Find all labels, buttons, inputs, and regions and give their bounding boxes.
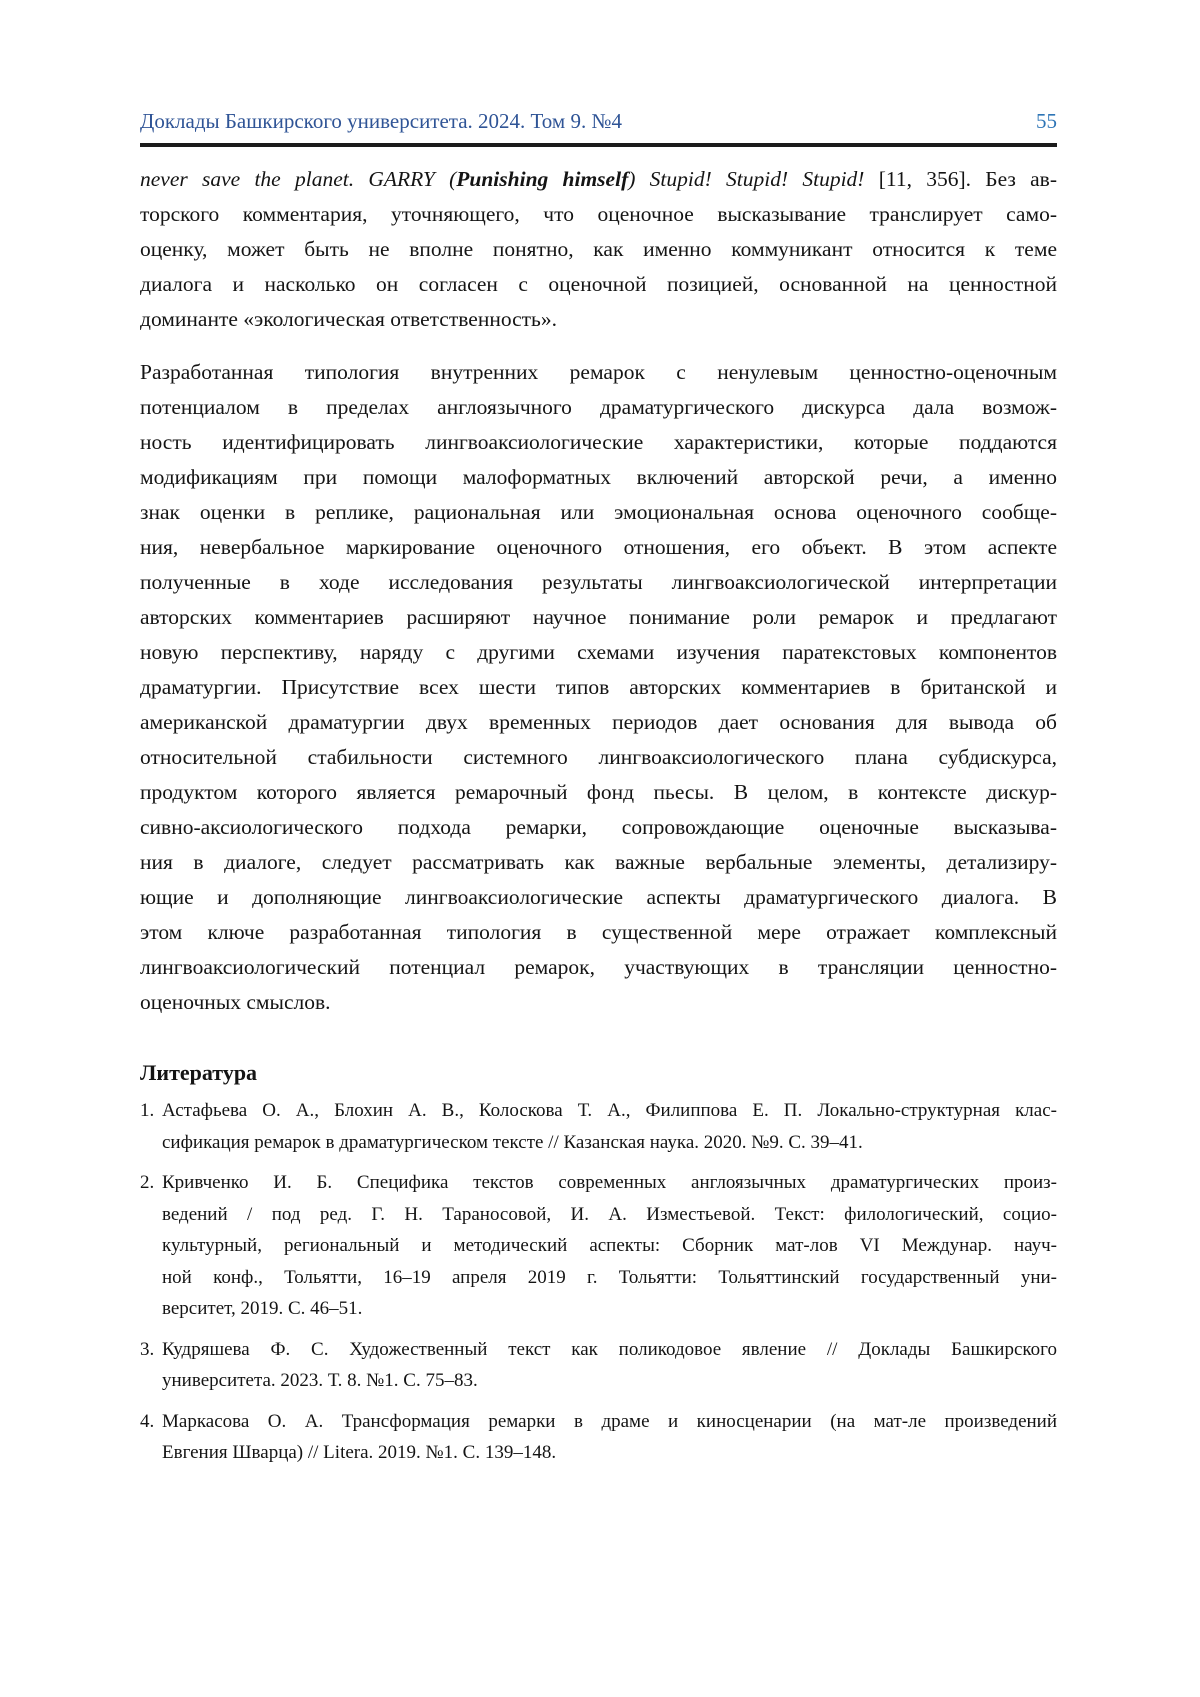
text-line: новую перспективу, наряду с другими схемами изучения паратекстовых компонентов [140,640,1057,664]
text-line: университета. 2023. Т. 8. №1. С. 75–83. [162,1370,478,1391]
text-line: торского комментария, уточняющего, что оценочное высказывание транслирует само- [140,202,1057,226]
text-line: этом ключе разработанная типология в существенной мере отражает комплексный [140,920,1057,944]
reference-text [162,1406,1057,1469]
page-header [140,108,1057,147]
text-line: знак оценки в реплике, рациональная или эмоциональная основа оценочного сообще- [140,500,1057,524]
text-line: полученные в ходе исследования результаты лингвоаксиологической интерпретации [140,570,1057,594]
text-segment: [11, 356]. Без ав- [864,167,1057,191]
paragraph-typology-conclusion [140,355,1057,1020]
text-line: Кудряшева Ф. С. Художественный текст как поликодовое явление // Доклады Башкирского [162,1338,1057,1360]
text-line: американской драматургии двух временных периодов дает основания для вывода об [140,710,1057,734]
reference-text [162,1334,1057,1397]
paragraph-example-conclusion [140,162,1057,337]
reference-text [162,1095,1057,1158]
text-line: верситет, 2019. С. 46–51. [162,1298,363,1319]
reference-number: 4. [140,1410,155,1432]
text-line: культурный, региональный и методический аспекты: Сборник мат-лов VI Междунар. науч- [162,1235,1057,1256]
text-line: ния, невербальное маркирование оценочного отношения, его объект. В этом аспекте [140,535,1057,559]
text-line: Разработанная типология внутренних ремарок с ненулевым ценностно-оценочным [140,360,1057,384]
text-line: ния в диалоге, следует рассматривать как важные вербальные элементы, детализиру- [140,850,1057,874]
text-line: оценочных смыслов. [140,990,331,1014]
text-line: потенциалом в пределах англоязычного драматургического дискурса дала возмож- [140,395,1057,419]
text-line: Кривченко И. Б. Специфика текстов современных англоязычных драматургических произ- [162,1172,1057,1193]
text-line: Астафьева О. А., Блохин А. В., Колоскова Т. А., Филиппова Е. П. Локально-структурная клас- [162,1100,1057,1121]
text-line: ность идентифицировать лингвоаксиологические характеристики, которые поддаются [140,430,1057,454]
text-line: ющие и дополняющие лингвоаксиологические аспекты драматургического диалога. В [140,885,1057,909]
text-line: относительной стабильности системного лингвоаксиологического плана субдискурса, [140,745,1057,769]
text-line: ведений / под ред. Г. Н. Тараносовой, И. А. Изместьевой. Текст: филологический, социо- [162,1203,1057,1225]
reference-number: 1. [140,1100,155,1121]
literature-list [140,1095,1057,1469]
text-line: доминанте «экологическая ответственность». [140,307,557,331]
text-line: авторских комментариев расширяют научное понимание роли ремарок и предлагают [140,605,1057,629]
text-line: Маркасова О. А. Трансформация ремарки в драме и киносценарии (на мат-ле произведений [162,1410,1057,1432]
text-segment: Punishing himself [456,167,629,191]
reference-number: 3. [140,1338,155,1360]
text-line: сивно-аксиологического подхода ремарки, сопровождающие оценочные высказыва- [140,815,1057,839]
text-segment: never save the planet. GARRY ( [140,167,457,191]
journal-title: Доклады Башкирского университета. 2024. Том 9. №4 [140,109,622,133]
reference-number: 2. [140,1172,155,1193]
text-line: оценку, может быть не вполне понятно, как именно коммуникант относится к теме [140,237,1057,261]
text-line: сификация ремарок в драматургическом тексте // Казанская наука. 2020. №9. С. 39–41. [162,1131,863,1153]
text-segment: ) Stupid! Stupid! Stupid! [628,167,865,191]
text-line: диалога и насколько он согласен с оценочной позицией, основанной на ценностной [140,272,1057,296]
reference-text [162,1167,1057,1325]
reference-item [140,1406,1057,1469]
text-line [140,162,1057,197]
text-line: драматургии. Присутствие всех шести типов авторских комментариев в британской и [140,675,1057,699]
text-line: ной конф., Тольятти, 16–19 апреля 2019 г. Тольятти: Тольяттинский государственный уни- [162,1266,1057,1288]
text-line: продуктом которого является ремарочный фонд пьесы. В целом, в контексте дискур- [140,780,1057,804]
reference-item [140,1167,1057,1325]
text-line: Евгения Шварца) // Litera. 2019. №1. С. 139–148. [162,1442,557,1463]
text-line: модификациям при помощи малоформатных включений авторской речи, а именно [140,465,1057,489]
text-line: лингвоаксиологический потенциал ремарок, участвующих в трансляции ценностно- [140,955,1057,979]
reference-item [140,1334,1057,1397]
page-number: 55 [1036,109,1057,133]
literature-heading: Литература [140,1060,258,1085]
reference-item [140,1095,1057,1158]
